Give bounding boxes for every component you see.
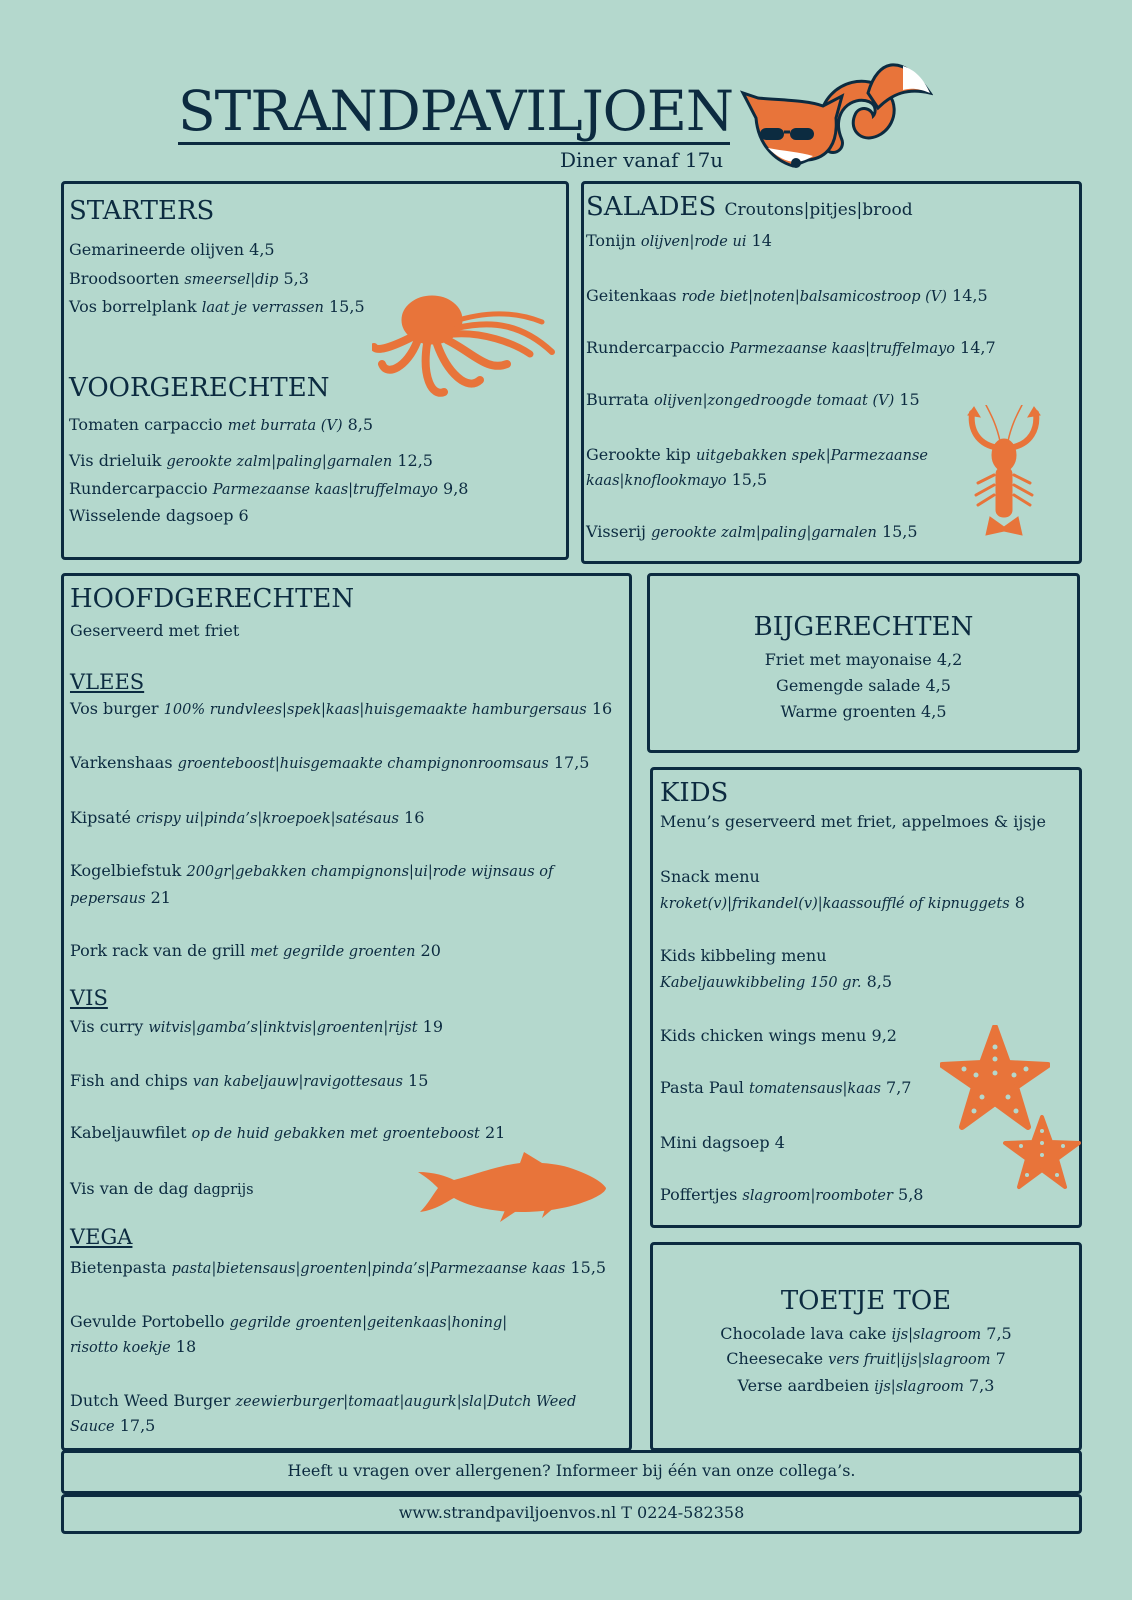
item-desc: rode biet|noten|balsamicostroop (V) (681, 289, 947, 305)
item-desc: Parmezaanse kaas|truffelmayo (729, 341, 955, 357)
menu-item (70, 1256, 606, 1281)
menu-item (70, 858, 590, 912)
item-price: 20 (420, 941, 441, 960)
item-name: Pasta Paul (660, 1078, 744, 1097)
menu-item (69, 238, 275, 262)
menu-item (70, 806, 424, 831)
item-price: 16 (404, 808, 425, 827)
item-desc: laat je verrassen (201, 300, 324, 316)
menu-item (660, 1183, 923, 1208)
item-price: 4,5 (921, 702, 947, 721)
menu-item (647, 648, 1080, 672)
item-name: Gemengde salade (776, 676, 921, 695)
item-price: 15,5 (881, 522, 918, 541)
item-price: 21 (150, 888, 171, 907)
menu-item (69, 477, 468, 502)
item-price: 4,2 (936, 650, 963, 669)
menu-item (70, 1069, 428, 1094)
item-desc: met burrata (V) (227, 418, 343, 434)
item-name: Poffertjes (660, 1185, 738, 1204)
lobster-icon (960, 405, 1048, 545)
item-price: 8,5 (347, 415, 374, 434)
item-name: Vis curry (70, 1017, 144, 1036)
menu-item (70, 1121, 505, 1146)
menu-item (660, 1076, 911, 1101)
item-desc: tomatensaus|kaas (748, 1081, 881, 1097)
menu-item (660, 1131, 785, 1155)
item-name: Visserij (586, 522, 647, 541)
item-price: 15,5 (329, 297, 365, 316)
salades-heading (586, 192, 913, 225)
item-name: Kogelbiefstuk (70, 861, 182, 880)
item-price: 4,5 (925, 676, 951, 695)
item-desc: kroket(v)|frikandel(v)|kaassoufflé of kipnuggets (660, 896, 1010, 912)
starters-heading: STARTERS (69, 196, 215, 226)
item-name: Friet met mayonaise (764, 650, 932, 669)
item-name: Vos borrelplank (69, 297, 197, 316)
item-price: 14 (751, 231, 772, 250)
vlees-heading: VLEES (70, 670, 145, 694)
item-price: 15 (408, 1071, 429, 1090)
item-price: 14,7 (960, 338, 996, 357)
menu-item (70, 751, 589, 776)
item-desc: pasta|bietensaus|groenten|pinda’s|Parmezaanse kaas (171, 1261, 566, 1277)
item-name: Kids kibbeling menu (660, 946, 827, 965)
item-desc: van kabeljauw|ravigottesaus (192, 1074, 403, 1090)
item-name: Warme groenten (780, 702, 916, 721)
hoofdgerechten-heading: HOOFDGERECHTEN (70, 584, 355, 614)
salades-title: SALADES (586, 192, 717, 222)
item-price: 15,5 (570, 1258, 607, 1277)
item-price: 5,8 (898, 1185, 924, 1204)
item-name: Tonijn (586, 231, 636, 250)
fox-logo-icon (738, 48, 933, 173)
menu-item (586, 520, 918, 545)
item-name: Cheesecake (726, 1349, 824, 1368)
salades-sub: Croutons|pitjes|brood (724, 200, 913, 220)
menu-item (586, 336, 996, 361)
menu-item (70, 939, 441, 964)
item-price: 7,7 (886, 1078, 912, 1097)
menu-item (69, 504, 249, 528)
toetje-heading: TOETJE TOE (780, 1286, 952, 1316)
menu-item (69, 449, 433, 474)
menu-item (70, 1015, 443, 1040)
menu-item (586, 443, 956, 493)
item-desc: olijven|zongedroogde tomaat (V) (653, 393, 895, 409)
item-desc: crispy ui|pinda’s|kroepoek|satésaus (136, 811, 399, 827)
item-price: 17,5 (553, 753, 590, 772)
starfish-small-icon (1003, 1115, 1081, 1191)
item-price: 9,8 (443, 479, 469, 498)
item-desc: op de huid gebakken met groenteboost (191, 1126, 480, 1142)
item-desc: ijs|slagroom (891, 1327, 982, 1343)
menu-item (647, 700, 1080, 724)
page-title: STRANDPAVILJOEN (178, 79, 734, 143)
item-desc: gerookte zalm|paling|garnalen (651, 525, 877, 541)
item-name: Fish and chips (70, 1071, 188, 1090)
item-desc: Parmezaanse kaas|truffelmayo (212, 482, 438, 498)
item-desc: ijs|slagroom (874, 1379, 964, 1395)
menu-item (586, 388, 920, 413)
item-name: Verse aardbeien (737, 1376, 870, 1395)
item-name: Varkenshaas (70, 753, 173, 772)
item-price: 6 (238, 506, 249, 525)
item-price: 17,5 (119, 1416, 156, 1435)
item-price: 15,5 (731, 470, 768, 489)
menu-item (69, 295, 365, 320)
item-desc: gegrilde groenten|geitenkaas|honing| risotto koekje (70, 1315, 508, 1356)
item-price: 14,5 (952, 286, 988, 305)
kids-sub: Menu’s geserveerd met friet, appelmoes & ijsje (660, 812, 1046, 831)
item-name: Gerookte kip (586, 445, 691, 464)
item-name: Vis van de dag (70, 1179, 189, 1198)
item-name: Gevulde Portobello (70, 1312, 225, 1331)
item-price: 18 (175, 1337, 197, 1356)
item-name: Vos burger (70, 699, 159, 718)
item-name: Gemarineerde olijven (69, 240, 245, 259)
item-name: Vis drieluik (69, 451, 162, 470)
item-name: Tomaten carpaccio (69, 415, 223, 434)
menu-item (660, 943, 892, 996)
item-name: Rundercarpaccio (69, 479, 208, 498)
item-price: dagprijs (193, 1182, 254, 1198)
item-price: 4,5 (249, 240, 275, 259)
item-price: 5,3 (283, 269, 309, 288)
item-price: 16 (591, 699, 613, 718)
item-name: Pork rack van de grill (70, 941, 246, 960)
item-desc: uitgebakken spek|Parmezaanse kaas|knoflookmayo (586, 448, 928, 489)
item-desc: witvis|gamba’s|inktvis|groenten|rijst (148, 1020, 418, 1036)
item-name: Dutch Weed Burger (70, 1391, 231, 1410)
menu-item (69, 267, 309, 292)
menu-item (660, 864, 1025, 917)
bijgerechten-heading: BIJGERECHTEN (753, 612, 974, 642)
item-price: 15 (899, 390, 920, 409)
menu-item (660, 1024, 897, 1048)
fish-icon (416, 1150, 608, 1225)
item-price: 21 (484, 1123, 506, 1142)
item-price: 9,2 (871, 1026, 897, 1045)
item-price: 8,5 (866, 972, 893, 991)
octopus-icon (372, 292, 557, 407)
item-name: Kids chicken wings menu (660, 1026, 867, 1045)
item-desc: slagroom|roomboter (742, 1188, 893, 1204)
page-subtitle: Diner vanaf 17u (560, 148, 724, 172)
menu-item (70, 1177, 254, 1202)
item-price: 8 (1014, 893, 1025, 912)
item-desc: zeewierburger|tomaat|augurk|sla|Dutch Weed Sauce (70, 1394, 577, 1435)
menu-item (647, 674, 1080, 698)
menu-item (69, 413, 373, 438)
menu-item (70, 697, 612, 722)
item-name: Burrata (586, 390, 649, 409)
contact-line: www.strandpaviljoenvos.nl T 0224-582358 (398, 1503, 745, 1522)
item-price: 12,5 (397, 451, 433, 470)
item-name: Rundercarpaccio (586, 338, 725, 357)
item-price: 7 (995, 1349, 1006, 1368)
menu-item (70, 1310, 545, 1360)
item-price: 7,3 (968, 1376, 995, 1395)
item-desc: vers fruit|ijs|slagroom (828, 1352, 991, 1368)
item-name: Bietenpasta (70, 1258, 167, 1277)
kids-heading: KIDS (660, 778, 729, 808)
item-name: Kabeljauwfilet (70, 1123, 187, 1142)
item-price: 19 (422, 1017, 443, 1036)
item-name: Wisselende dagsoep (69, 506, 234, 525)
vega-heading: VEGA (70, 1225, 133, 1249)
item-name: Broodsoorten (69, 269, 180, 288)
item-desc: met gegrilde groenten (250, 944, 416, 960)
item-price: 4 (774, 1133, 785, 1152)
menu-item (70, 1389, 610, 1439)
menu-item (586, 229, 772, 254)
item-name: Geitenkaas (586, 286, 677, 305)
item-desc: olijven|rode ui (640, 234, 747, 250)
item-desc: 200gr|gebakken champignons|ui|rode wijnsaus of pepersaus (70, 864, 554, 907)
menu-item (650, 1374, 1082, 1399)
allergen-note: Heeft u vragen over allergenen? Informeer bij één van onze collega’s. (287, 1461, 856, 1480)
item-price: 7,5 (986, 1324, 1012, 1343)
menu-item (650, 1322, 1082, 1347)
menu-item (650, 1347, 1082, 1372)
item-desc: gerookte zalm|paling|garnalen (166, 454, 393, 470)
voorgerechten-heading: VOORGERECHTEN (69, 373, 330, 403)
item-desc: smeersel|dip (184, 272, 279, 288)
item-desc: groenteboost|huisgemaakte champignonroomsaus (177, 756, 549, 772)
hoofdgerechten-sub: Geserveerd met friet (70, 621, 240, 640)
item-name: Mini dagsoep (660, 1133, 770, 1152)
item-name: Snack menu (660, 867, 760, 886)
item-name: Chocolade lava cake (720, 1324, 887, 1343)
item-name: Kipsaté (70, 808, 131, 827)
vis-heading: VIS (70, 986, 108, 1010)
menu-item (586, 284, 988, 309)
item-desc: Kabeljauwkibbeling 150 gr. (660, 975, 862, 991)
item-desc: 100% rundvlees|spek|kaas|huisgemaakte hamburgersaus (163, 702, 587, 718)
